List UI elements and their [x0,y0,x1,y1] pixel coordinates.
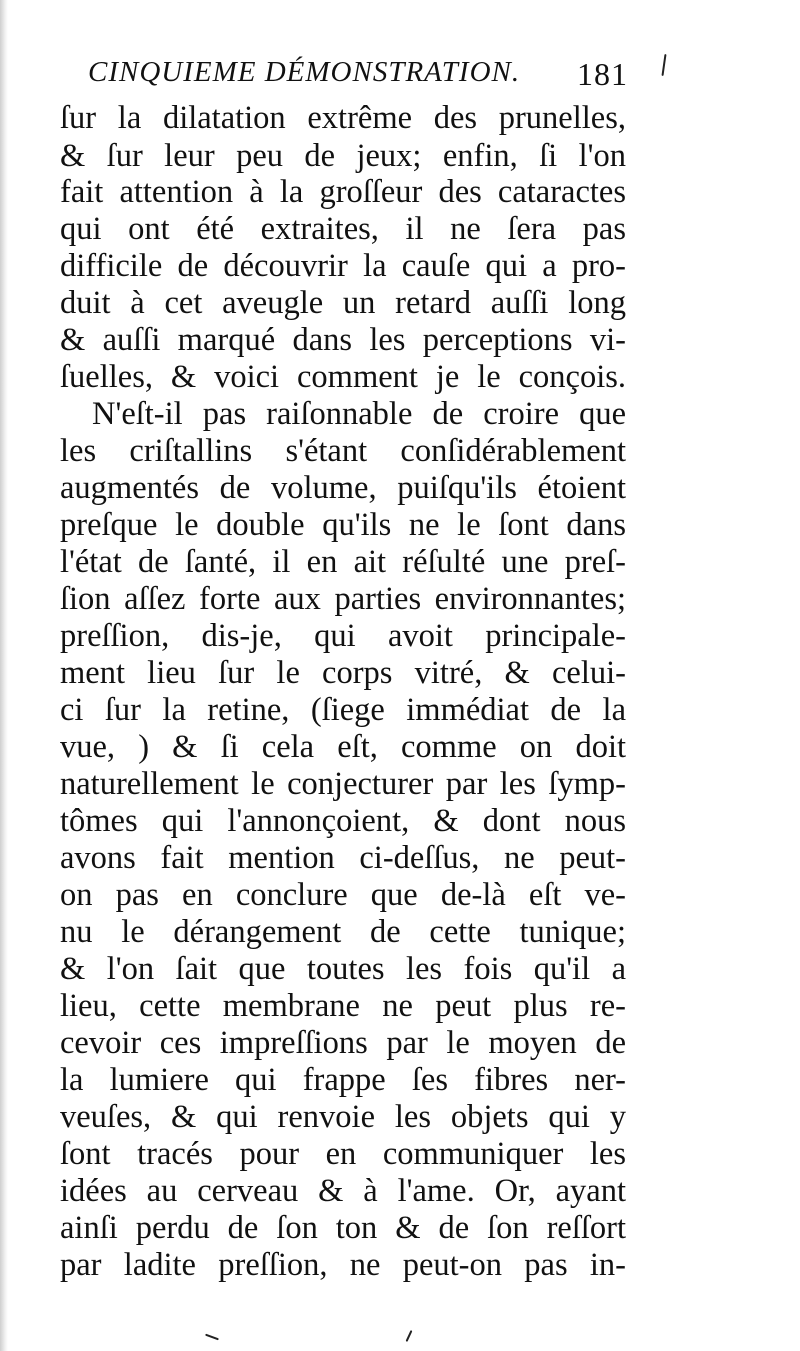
text-line: nu le dérangement de cette tunique; [60,914,626,950]
text-line: difficile de découvrir la cauſe qui a pro- [60,248,626,284]
text-line: ci ſur la retine, (ſiege immédiat de la [60,692,626,728]
text-line: on pas en conclure que de-là eſt ve- [60,877,626,913]
text-line: ſion aſſez forte aux parties environnantes; [60,581,626,617]
text-line: avons fait mention ci-deſſus, ne peut- [60,840,626,876]
text-line: les criſtallins s'étant conſidérablement [60,433,626,469]
text-line: preſſion, dis-je, qui avoit principale- [60,618,626,654]
text-line: veuſes, & qui renvoie les objets qui y [60,1099,626,1135]
text-line: ſur la dilatation extrême des prunelles, [60,100,626,136]
text-line: & ſur leur peu de jeux; enfin, ſi l'on [60,138,626,174]
text-line: idées au cerveau & à l'ame. Or, ayant [60,1173,626,1209]
text-line: cevoir ces impreſſions par le moyen de [60,1025,626,1061]
text-line: duit à cet aveugle un retard auſſi long [60,285,626,321]
text-line: ment lieu ſur le corps vitré, & celui- [60,655,626,691]
text-line: qui ont été extraites, il ne ſera pas [60,211,626,247]
text-line: & auſſi marqué dans les perceptions vi- [60,322,626,358]
text-line: l'état de ſanté, il en ait réſulté une preſ- [60,544,626,580]
text-line: fait attention à la groſſeur des cataractes [60,174,626,210]
page-number: 181 [577,56,628,92]
text-line: augmentés de volume, puiſqu'ils étoient [60,470,626,506]
text-line: ſuelles, & voici comment je le conçois. [60,359,626,395]
text-line: vue, ) & ſi cela eſt, comme on doit [60,729,626,765]
text-line: & l'on ſait que toutes les fois qu'il a [60,951,626,987]
text-line: naturellement le conjecturer par les ſymp- [60,766,626,802]
text-line: tômes qui l'annonçoient, & dont nous [60,803,626,839]
text-line: par ladite preſſion, ne peut-on pas in- [60,1247,626,1283]
text-line: lieu, cette membrane ne peut plus re- [60,988,626,1024]
text-line: preſque le double qu'ils ne le ſont dans [60,507,626,543]
text-line: ainſi perdu de ſon ton & de ſon reſſort [60,1210,626,1246]
running-head: CINQUIEME DÉMONSTRATION. [88,56,521,88]
text-line: N'eſt-il pas raiſonnable de croire que [92,396,626,432]
text-line: la lumiere qui frappe ſes fibres ner- [60,1062,626,1098]
text-line: ſont tracés pour en communiquer les [60,1136,626,1172]
